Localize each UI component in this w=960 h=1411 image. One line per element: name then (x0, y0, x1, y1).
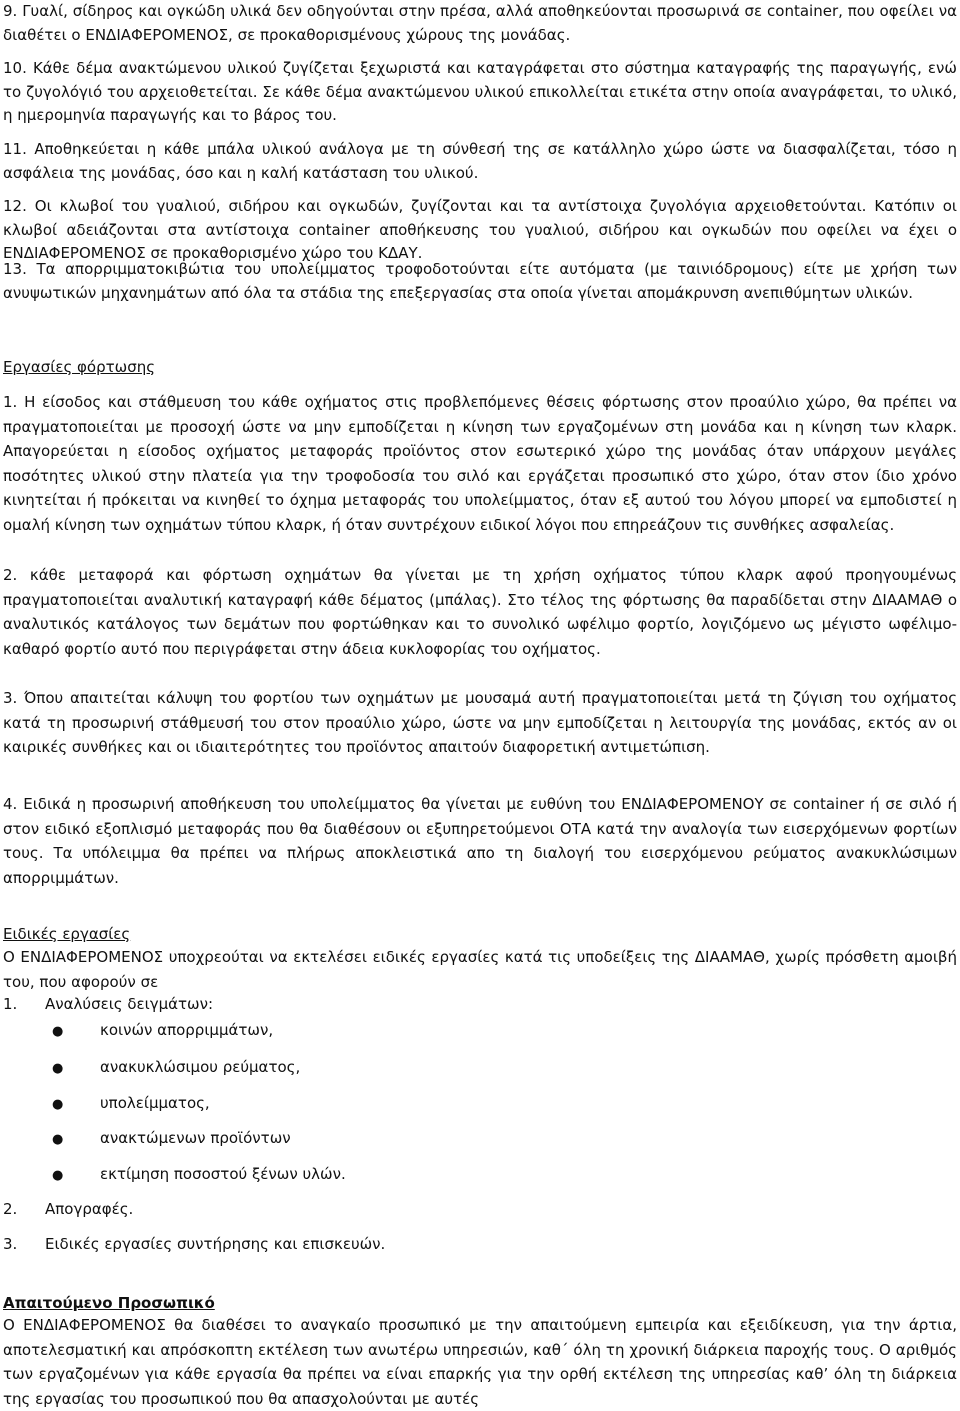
bullet-item (52, 1055, 300, 1081)
bullet-text: κοινών απορριμμάτων, (100, 1021, 274, 1039)
bullet-icon: ● (52, 1168, 64, 1183)
special-heading: Ειδικές εργασίες (3, 925, 131, 943)
paragraph-11: 11. Αποθηκεύεται η κάθε μπάλα υλικού ανάλογα με τη σύνθεσή της σε κατάλληλο χώρο ώστε να διασφαλίζεται, τόσο η ασφάλεια της μονάδας, όσο και η καλή κατάσταση του υλικού. (3, 140, 957, 182)
bullet-text: υπολείμματος, (100, 1094, 210, 1112)
loading-item-4: 4. Ειδικά η προσωρινή αποθήκευση του υπολείμματος θα γίνεται με ευθύνη του ΕΝΔΙΑΦΕΡΟΜΕΝΟΥ σε container ή σε σιλό ή στον ειδικό εξοπλισμό μεταφοράς που θα διαθέσουν οι εξυπηρετούμενοι ΟΤΑ κατά την αναλογία των εισερχόμενων φορτίων τους. Τα υπόλειμμα θα πρέπει να πλήρως αποκλειστικά απο τη διαλογή του εισερχόμενου ρεύματος ανακυκλώσιμων απορριμμάτων. (3, 795, 957, 887)
loading-item-1: 1. Η είσοδος και στάθμευση του κάθε οχήματος στις προβλεπόμενες θέσεις φόρτωσης στον προαύλιο χώρο, θα πρέπει να πραγματοποιείται με προσοχή ώστε να μην εμποδίζεται η κίνηση των εργαζομένων στη μονάδα και η κίνηση των κλαρκ. Απαγορεύεται η είσοδος οχήματος μεταφοράς προϊόντος στον εσωτερικό χώρο της μονάδας όταν υπάρχουν μεγάλες ποσότητες υλικού στην πλατεία για την τροφοδοσία του σιλό και εργάζεται προσωπικό στο χώρο, όταν στον ίδιο χρόνο κινητείται ή πρόκειται να κινηθεί το όχημα μεταφοράς του υπολείμματος, όταν εξ αυτού του λόγου μπορεί να εμποδιστεί η ομαλή κίνηση των οχημάτων τύπου κλαρκ, ή όταν συντρέχουν ειδικοί λόγοι που επηρεάζουν τις συνθήκες ασφαλείας. (3, 393, 957, 534)
item-number: 2. (3, 1200, 18, 1218)
bullet-icon: ● (52, 1097, 64, 1112)
paragraph-10: 10. Κάθε δέμα ανακτώμενου υλικού ζυγίζεται ξεχωριστά και καταγράφεται στο σύστημα καταγραφής της παραγωγής, ενώ το ζυγολόγιό του αρχειοθετείται. Σε κάθε δέμα ανακτώμενου υλικού επικολλείται ετικέτα στην οποία αναγράφεται, το υλικό, η ημερομηνία παραγωγής και το βάρος του. (3, 59, 957, 124)
item-number: 3. (3, 1235, 18, 1253)
staff-text: Ο ΕΝΔΙΑΦΕΡΟΜΕΝΟΣ θα διαθέσει το αναγκαίο προσωπικό με την απαιτούμενη εμπειρία και εξειδίκευση, για την άρτια, αποτελεσματική και απρόσκοπτη εκτέλεση των ανωτέρω υπηρεσιών, καθ΄ όλη τη χρονική διάρκεια παροχής τους. Ο αριθμός των εργαζομένων για κάθε εργασία θα πρέπει να είναι επαρκής για την ορθή εκτέλεση της υπηρεσίας καθ’ όλη τη διάρκεια της εργασίας του προσωπικού που θα απασχολούνται με αυτές (3, 1316, 957, 1408)
special-item-3 (3, 1232, 385, 1256)
bullet-item (52, 1162, 346, 1188)
paragraph-12: 12. Οι κλωβοί του γυαλιού, σιδήρου και ογκωδών, ζυγίζονται και τα αντίστοιχα ζυγολόγια αρχειοθετούνται. Κατόπιν οι κλωβοί αδειάζονται στα αντίστοιχα container αποθήκευσης του γυαλιού, σιδήρου και ογκωδών που οφείλει να έχει ο ΕΝΔΙΑΦΕΡΟΜΕΝΟΣ σε προκαθορισμένο χώρο του ΚΔΑΥ. (3, 197, 957, 262)
special-item-2 (3, 1197, 133, 1221)
special-item-1 (3, 992, 213, 1016)
loading-item-2: 2. κάθε μεταφορά και φόρτωση οχημάτων θα γίνεται με τη χρήση οχήματος τύπου κλαρκ αφού προηγουμένως πραγματοποιείται αναλυτική καταγραφή κάθε δέματος (μπάλας). Στο τέλος της φόρτωσης θα παραδίδεται στην ΔΙΑΑΜΑΘ ο αναλυτικός κατάλογος των δεμάτων που φορτώθηκαν και το συνολικό ωφέλιμο φορτίο, λογιζόμενο ως μέγιστο ωφέλιμο-καθαρό φορτίο αυτό που περιγράφεται στην άδεια κυκλοφορίας του οχήματος. (3, 566, 957, 658)
item-number: 1. (3, 995, 18, 1013)
item-label: Απογραφές. (45, 1200, 134, 1218)
bullet-icon: ● (52, 1061, 64, 1076)
special-intro: Ο ΕΝΔΙΑΦΕΡΟΜΕΝΟΣ υποχρεούται να εκτελέσει ειδικές εργασίες κατά τις υποδείξεις της ΔΙΑΑΜΑΘ, χωρίς πρόσθετη αμοιβή του, που αφορούν σε (3, 948, 957, 991)
item-label: Ειδικές εργασίες συντήρησης και επισκευών. (45, 1235, 386, 1253)
item-label: Αναλύσεις δειγμάτων: (45, 995, 214, 1013)
bullet-text: ανακυκλώσιμου ρεύματος, (100, 1058, 301, 1076)
bullet-item (52, 1018, 273, 1044)
paragraph-13: 13. Τα απορριμματοκιβώτια του υπολείμματος τροφοδοτούνται είτε αυτόματα (με ταινιόδρομους) είτε με χρήση των ανυψωτικών μηχανημάτων από όλα τα στάδια της επεξεργασίας στα οποία γίνεται απομάκρυνση ανεπιθύμητων υλικών. (3, 260, 957, 302)
bullet-icon: ● (52, 1024, 64, 1039)
loading-heading: Εργασίες φόρτωσης (3, 358, 156, 376)
bullet-item (52, 1091, 210, 1117)
paragraph-9: 9. Γυαλί, σίδηρος και ογκώδη υλικά δεν οδηγούνται στην πρέσα, αλλά αποθηκεύονται προσωρινά σε container, που οφείλει να διαθέτει ο ΕΝΔΙΑΦΕΡΟΜΕΝΟΣ, σε προκαθορισμένους χώρους της μονάδας. (3, 2, 957, 44)
bullet-text: εκτίμηση ποσοστού ξένων υλών. (100, 1165, 346, 1183)
bullet-item (52, 1126, 291, 1152)
bullet-icon: ● (52, 1132, 64, 1147)
bullet-text: ανακτώμενων προϊόντων (100, 1129, 291, 1147)
staff-heading: Απαιτούμενο Προσωπικό (3, 1294, 215, 1312)
loading-item-3: 3. Όπου απαιτείται κάλυψη του φορτίου των οχημάτων με μουσαμά αυτή πραγματοποιείται μετά τη ζύγιση του οχήματος κατά τη προσωρινή στάθμευσή του στον προαύλιο χώρο, ώστε να μην εμποδίζεται η λειτουργία της μονάδας, εκτός αν οι καιρικές συνθήκες και οι ιδιαιτερότητες του προϊόντος απαιτούν διαφορετική αντιμετώπιση. (3, 689, 957, 756)
